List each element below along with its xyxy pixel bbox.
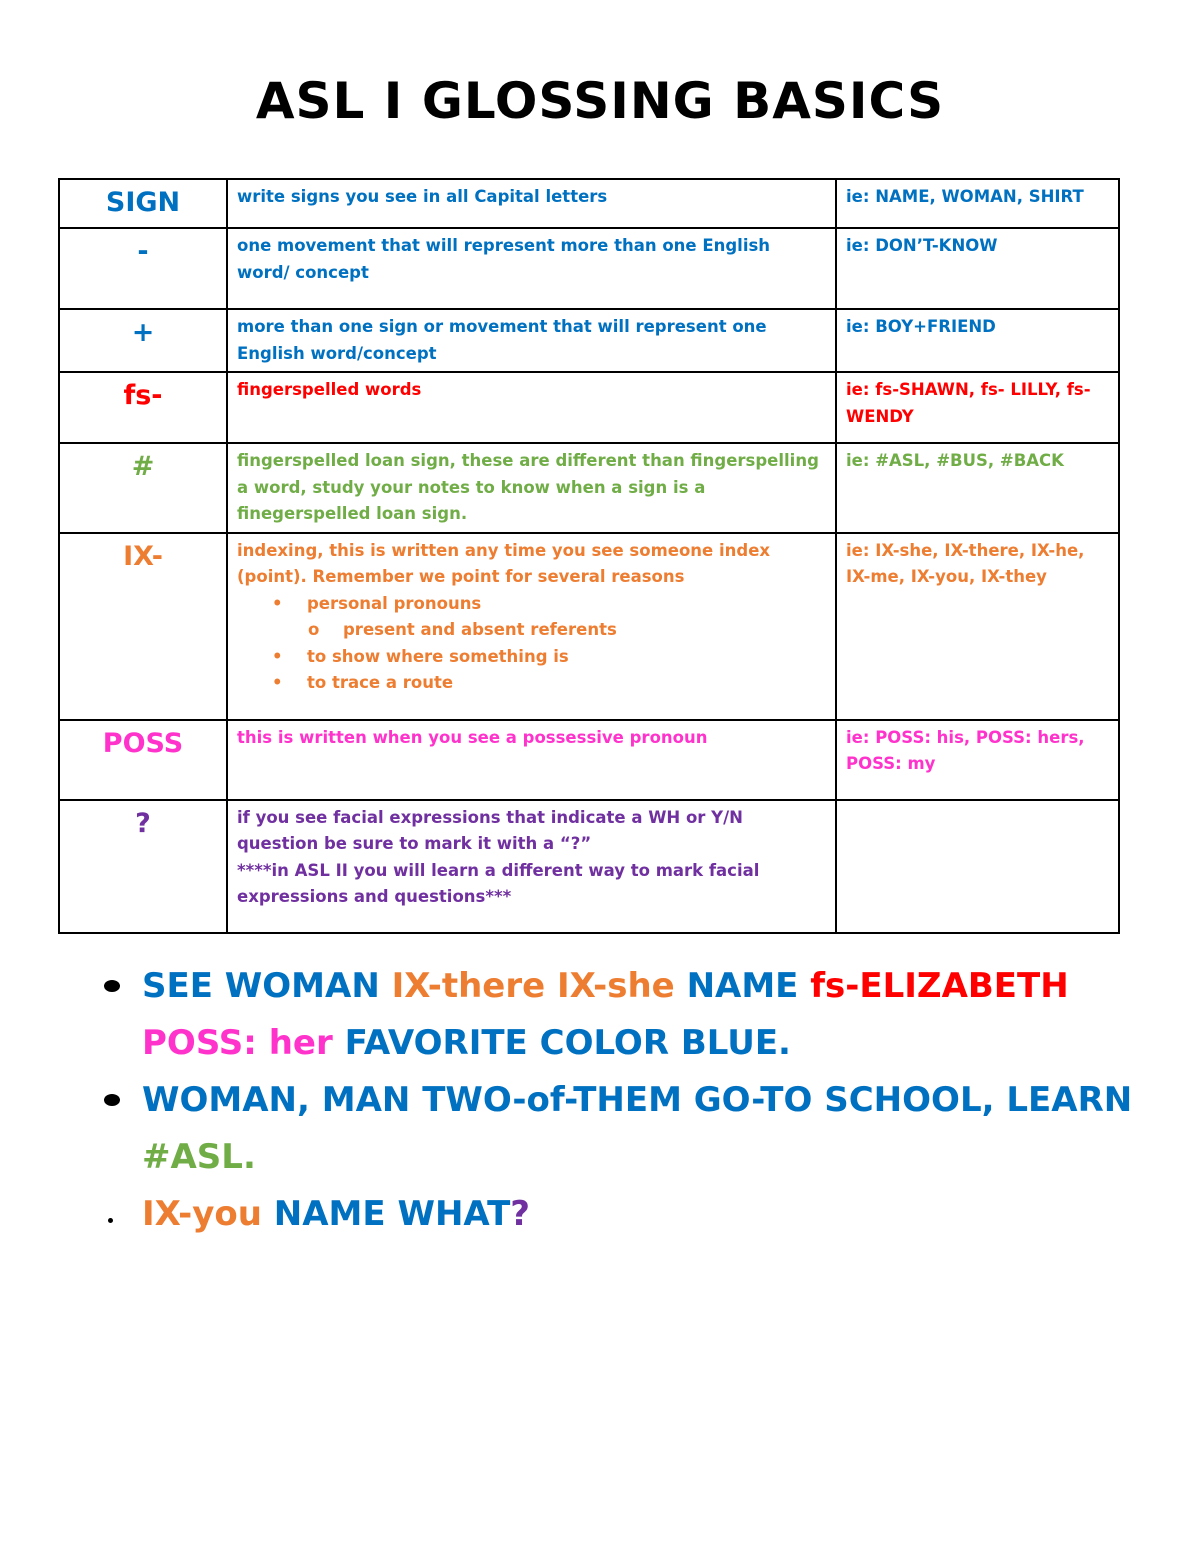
example-cell: ie: POSS: his, POSS: hers, POSS: my [836, 720, 1119, 800]
example-cell: ie: fs-SHAWN, fs- LILLY, fs-WENDY [836, 372, 1119, 443]
list-item: • personal pronouns [307, 591, 826, 618]
example-cell [836, 800, 1119, 933]
description-cell [227, 533, 836, 720]
table-row-indexing [59, 533, 1119, 720]
description-cell: this is written when you see a possessive pronoun [227, 720, 836, 800]
bullet-icon [104, 1094, 120, 1106]
indexing-reasons-list [237, 591, 826, 697]
page-title: ASL I GLOSSING BASICS [255, 72, 945, 130]
table-row-fingerspell [59, 372, 1119, 443]
bullet-icon: • [272, 673, 283, 692]
example-sentence: SEE WOMAN IX-there IX-she NAME fs-ELIZABETH POSS: her FAVORITE COLOR BLUE. [100, 958, 1150, 1072]
symbol-cell: + [59, 309, 227, 372]
description-cell: fingerspelled words [227, 372, 836, 443]
sub-bullet-icon: o [308, 620, 320, 639]
example-sentence: IX-you NAME WHAT? [100, 1186, 1150, 1243]
symbol-cell: POSS [59, 720, 227, 800]
table-row-sign [59, 179, 1119, 228]
description-cell: more than one sign or movement that will represent one English word/concept [227, 309, 836, 372]
description-cell: write signs you see in all Capital letters [227, 179, 836, 228]
example-cell: ie: BOY+FRIEND [836, 309, 1119, 372]
description-cell [227, 800, 836, 933]
table-row-possessive [59, 720, 1119, 800]
list-item: • to show where something is [307, 644, 826, 671]
example-cell: ie: NAME, WOMAN, SHIRT [836, 179, 1119, 228]
symbol-cell: - [59, 228, 227, 309]
table-row-hyphen [59, 228, 1119, 309]
question-note: ****in ASL II you will learn a different way to mark facial expressions and questions*** [237, 860, 760, 906]
table-row-question [59, 800, 1119, 933]
example-cell: ie: IX-she, IX-there, IX-he, IX-me, IX-you, IX-they [836, 533, 1119, 720]
description-cell: fingerspelled loan sign, these are different than fingerspelling a word, study your notes to know when a sign is a finegerspelled loan sign. [227, 443, 836, 533]
example-cell: ie: #ASL, #BUS, #BACK [836, 443, 1119, 533]
symbol-cell: IX- [59, 533, 227, 720]
glossing-table [58, 178, 1120, 934]
bullet-icon [104, 980, 120, 992]
symbol-cell: fs- [59, 372, 227, 443]
table-row-loan-sign [59, 443, 1119, 533]
example-cell: ie: DON’T-KNOW [836, 228, 1119, 309]
list-item: • to trace a route [307, 670, 826, 697]
bullet-icon: • [272, 646, 283, 666]
bullet-icon [108, 1218, 113, 1223]
table-row-plus [59, 309, 1119, 372]
example-sentences [100, 958, 1150, 1243]
indexing-description: indexing, this is written any time you see someone index (point). Remember we point for several reasons [237, 540, 771, 586]
symbol-cell: SIGN [59, 179, 227, 228]
symbol-cell: ? [59, 800, 227, 933]
bullet-icon: • [272, 593, 283, 613]
description-cell: one movement that will represent more than one English word/ concept [227, 228, 836, 309]
question-description: if you see facial expressions that indicate a WH or Y/N question be sure to mark it with a “?” [237, 807, 743, 853]
example-sentence: WOMAN, MAN TWO-of-THEM GO-TO SCHOOL, LEARN #ASL. [100, 1072, 1150, 1186]
symbol-cell: # [59, 443, 227, 533]
list-item: o present and absent referents [307, 617, 826, 644]
